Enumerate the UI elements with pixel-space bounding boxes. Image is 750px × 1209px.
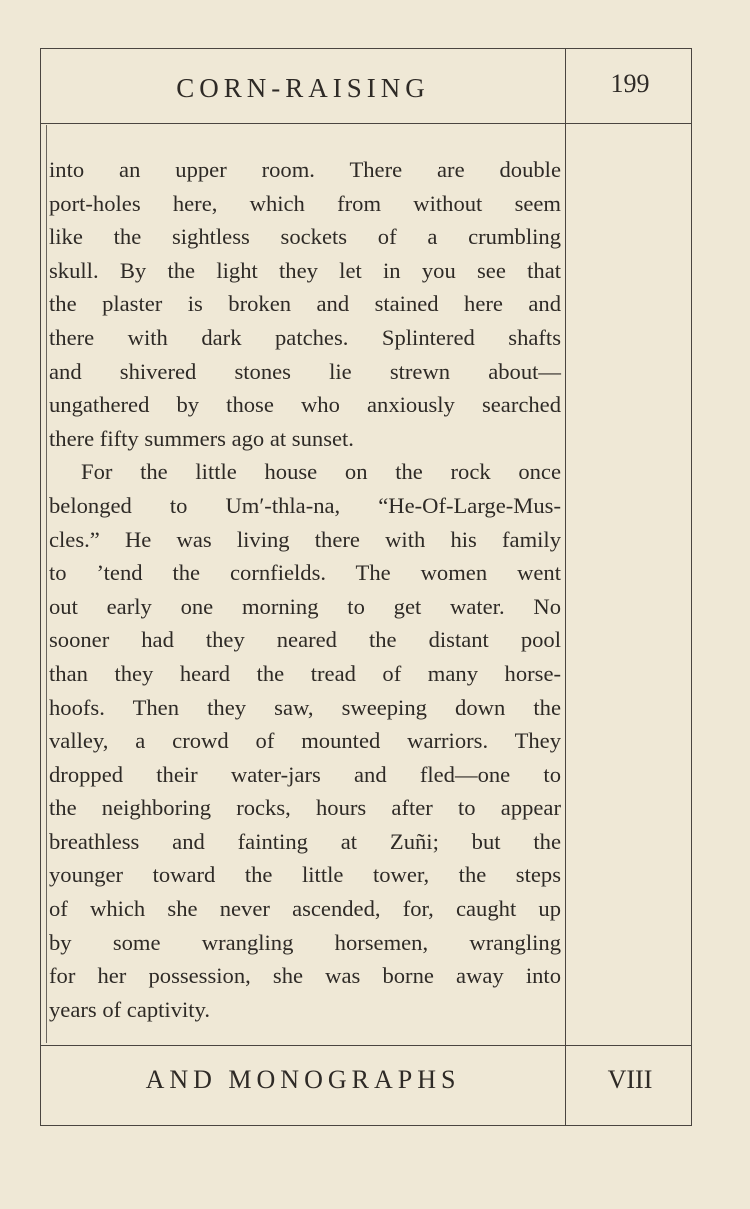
text-line: the neighboring rocks, hours after to appear: [49, 795, 561, 821]
text-line: than they heard the tread of many horse-: [49, 660, 561, 686]
text-line: breathless and fainting at Zuñi; but the: [49, 828, 561, 854]
text-line: and shivered stones lie strewn about—: [49, 358, 561, 384]
text-line: into an upper room. There are double: [49, 157, 561, 182]
text-line: ungathered by those who anxiously searched: [49, 392, 561, 418]
text-line: for her possession, she was borne away into: [49, 963, 561, 989]
text-line: out early one morning to get water. No: [49, 593, 561, 619]
text-line: port-holes here, which from without seem: [49, 190, 561, 216]
page-number: 199: [610, 69, 650, 98]
text-line-paragraph-start: For the little house on the rock once: [81, 459, 561, 485]
body-text: [49, 153, 561, 1026]
text-line: years of captivity.: [49, 996, 211, 1022]
footer-rule: [41, 1045, 691, 1046]
header-rule: [41, 123, 691, 124]
left-margin-rule: [46, 125, 47, 1043]
text-line: sooner had they neared the distant pool: [49, 627, 561, 653]
text-line: by some wrangling horsemen, wrangling: [49, 929, 561, 955]
footer-number: VIII: [607, 1065, 653, 1094]
text-line: skull. By the light they let in you see that: [49, 257, 561, 283]
text-line: like the sightless sockets of a crumbling: [49, 224, 561, 250]
running-head: CORN-RAISING: [176, 73, 430, 103]
text-line: the plaster is broken and stained here and: [49, 291, 561, 317]
text-line: younger toward the little tower, the steps: [49, 862, 561, 888]
column-divider: [565, 49, 566, 1125]
text-line: to ’tend the cornfields. The women went: [49, 560, 561, 586]
text-line: there fifty summers ago at sunset.: [49, 425, 354, 451]
text-line: belonged to Um′-thla-na, “He-Of-Large-Mus-: [49, 492, 561, 518]
text-line: cles.” He was living there with his family: [49, 526, 561, 552]
footer-title: AND MONOGRAPHS: [145, 1065, 461, 1094]
text-line: valley, a crowd of mounted warriors. They: [49, 728, 561, 754]
text-line: hoofs. Then they saw, sweeping down the: [49, 694, 561, 720]
text-line: there with dark patches. Splintered shafts: [49, 324, 561, 350]
text-line: dropped their water-jars and fled—one to: [49, 761, 561, 787]
page-frame: [40, 48, 692, 1126]
text-line: of which she never ascended, for, caught up: [49, 896, 561, 922]
